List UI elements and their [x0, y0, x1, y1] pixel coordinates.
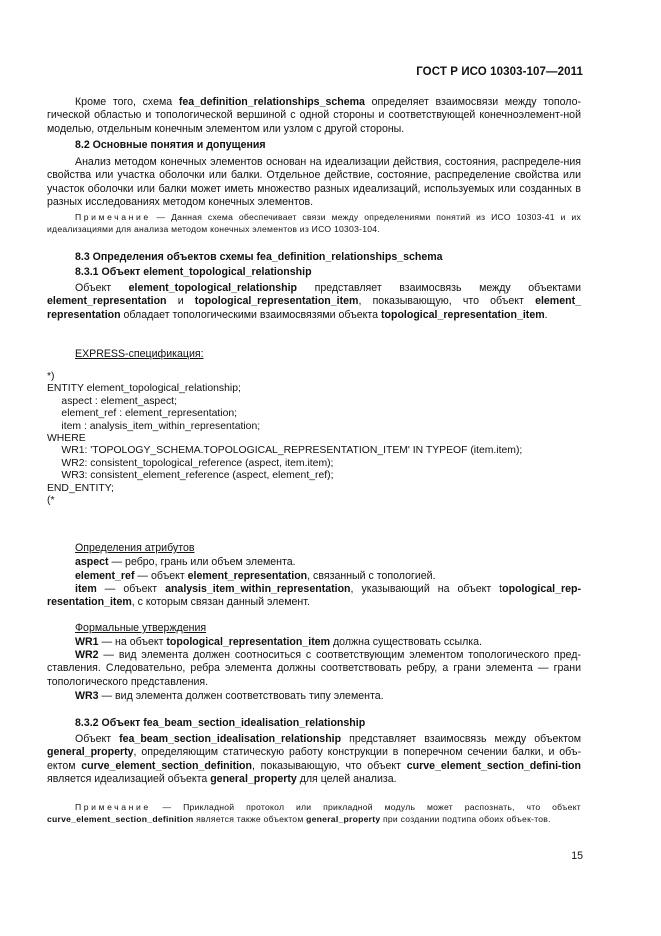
- attr-name: aspect: [75, 556, 109, 568]
- rule-text: — на объект: [98, 636, 167, 648]
- code-line: (*: [47, 495, 55, 507]
- intro-paragraph: [47, 96, 581, 136]
- code-line: WR3: consistent_element_reference (aspect, element_ref);: [47, 470, 334, 482]
- p-text: Объект: [75, 282, 129, 294]
- code-line: ENTITY element_topological_relationship;: [47, 383, 241, 395]
- intro-text-1: Кроме того, схема: [75, 96, 179, 108]
- rule-wr3: [47, 690, 581, 703]
- note-term: curve_element_section_definition: [47, 814, 194, 824]
- rule-id: WR3: [75, 690, 99, 702]
- p-term: element_topological_relationship: [128, 282, 298, 294]
- note-term: general_property: [306, 814, 381, 824]
- formal-propositions-label: Формальные утверждения: [75, 622, 207, 634]
- section-8-3-heading: 8.3 Определения объектов схемы fea_definition_relationships_schema: [75, 251, 443, 263]
- section-8-2-note: [47, 211, 581, 235]
- code-line: WHERE: [47, 433, 86, 445]
- attributes-label: Определения атрибутов: [75, 542, 195, 554]
- p-text: .: [544, 308, 548, 321]
- code-line: item : analysis_item_within_representation;: [47, 420, 261, 432]
- note-text: при создании подтипа обоих объек-тов.: [380, 814, 551, 824]
- rule-text: — вид элемента должен соответствовать типу элемента.: [98, 690, 384, 702]
- rule-id: WR1: [75, 636, 99, 648]
- section-8-3-2-note: [47, 801, 581, 825]
- attr-name: item: [75, 583, 97, 595]
- section-8-2-paragraph: Анализ методом конечных элементов основан на идеализации действия, состояния, распределе-ния свойства или участка оболочки или балки. Отдельное действие, состояние, распределение свойства или участок оболочки или балки может иметь множество разных идеализаций, используемых или созданных в разных исследованиях методом конечных элементов.: [47, 156, 581, 208]
- note-label: Примечание: [75, 212, 151, 222]
- p-term: element_ representation: [47, 295, 581, 321]
- attr-desc: — ребро, грань или объем элемента.: [108, 556, 296, 568]
- p-text: и: [166, 295, 195, 308]
- attr-desc: — объект: [96, 583, 166, 595]
- code-line: END_ENTITY;: [47, 482, 114, 494]
- p-text: , определяющим статическую работу конструкции в поперечном сечении балки, и объ-ектом: [47, 746, 581, 772]
- rule-wr2: [47, 649, 581, 689]
- p-term: topological_representation_item: [194, 295, 359, 308]
- code-line: element_ref : element_representation;: [47, 408, 238, 420]
- standard-header: ГОСТ Р ИСО 10303-107—2011: [416, 66, 583, 78]
- attr-desc: — объект: [134, 570, 188, 582]
- express-code-block: [47, 371, 607, 507]
- code-line: WR2: consistent_topological_reference (aspect, item.item);: [47, 457, 334, 469]
- intro-text-2: определяет взаимосвязи между тополо-гической областью и топологической вершиной с одной стороны и соответствующей конечноэлемент-ной моделью, отдельным конечным элементом или узлом с другой стороны.: [47, 96, 582, 135]
- p-text: , показывающую, что объект: [252, 759, 407, 772]
- attr-desc: , с которым связан данный элемент.: [131, 596, 310, 609]
- code-line: WR1: 'TOPOLOGY_SCHEMA.TOPOLOGICAL_REPRESENTATION_ITEM' IN TYPEOF (item.item);: [47, 445, 523, 457]
- code-line: *): [47, 371, 55, 382]
- attr-desc: , связанный с топологией.: [307, 570, 436, 582]
- p-term: element_representation: [47, 295, 167, 308]
- attribute-element-ref: [47, 570, 581, 583]
- note-label: Примечание: [75, 802, 151, 812]
- attr-desc: , указывающий на объект t: [350, 583, 503, 595]
- p-term: topological_representation_item: [380, 308, 545, 321]
- section-8-3-1-paragraph: [47, 282, 581, 322]
- note-text: — Данная схема обеспечивает связи между определениями понятий из ИСО 10303-41 и их идеализациями для анализа методом конечных элементов из ИСО 10303-104.: [47, 212, 581, 234]
- p-term: general_property: [47, 746, 134, 759]
- rule-id: WR2: [75, 649, 99, 661]
- note-text: является также объектом: [193, 814, 307, 824]
- attr-name: element_ref: [75, 570, 135, 582]
- rule-term: topological_representation_item: [166, 636, 331, 648]
- code-line: aspect : element_aspect;: [47, 395, 177, 407]
- section-8-3-2-paragraph: [47, 733, 581, 786]
- rule-text: — вид элемента должен соотноситься с соответствующим элементом топологического пред-ставления. Следовательно, ребра элемента должны соответствовать ребру, а грани элемента — грани топологического представления.: [47, 649, 581, 688]
- p-text: представляет взаимосвязь между объектами: [297, 282, 581, 294]
- section-8-3-2-heading: 8.3.2 Объект fea_beam_section_idealisation_relationship: [75, 717, 366, 729]
- p-text: обладает топологическими взаимосвязями объекта: [120, 308, 381, 321]
- p-text: для целей анализа.: [296, 772, 397, 785]
- p-text: является идеализацией объекта: [47, 772, 211, 785]
- p-term: fea_beam_section_idealisation_relationship: [119, 733, 342, 745]
- p-text: Объект: [75, 733, 120, 745]
- attribute-aspect: [47, 556, 581, 569]
- p-term: general_property: [210, 772, 297, 785]
- intro-schema-name: fea_definition_relationships_schema: [178, 96, 365, 108]
- rule-wr1: [47, 636, 581, 649]
- section-8-2-heading: 8.2 Основные понятия и допущения: [75, 139, 266, 151]
- p-term: curve_element_section_definition: [81, 759, 252, 772]
- note-text: — Прикладной протокол или прикладной модуль может распознать, что объект: [150, 802, 581, 812]
- p-text: представляет взаимосвязь между объектом: [341, 733, 581, 745]
- attr-term: element_representation: [187, 570, 308, 582]
- page-number: 15: [571, 850, 583, 862]
- attribute-item: [47, 583, 581, 610]
- attr-term: opological_rep-resentation_item: [47, 583, 581, 609]
- p-term: curve_element_section_defini-tion: [406, 759, 581, 772]
- express-spec-label: EXPRESS-спецификация:: [75, 348, 204, 360]
- attr-term: analysis_item_within_representation: [165, 583, 351, 595]
- section-8-3-1-heading: 8.3.1 Объект element_topological_relationship: [75, 266, 312, 278]
- p-text: , показывающую, что объект: [358, 295, 536, 308]
- rule-text: должна существовать ссылка.: [330, 636, 482, 648]
